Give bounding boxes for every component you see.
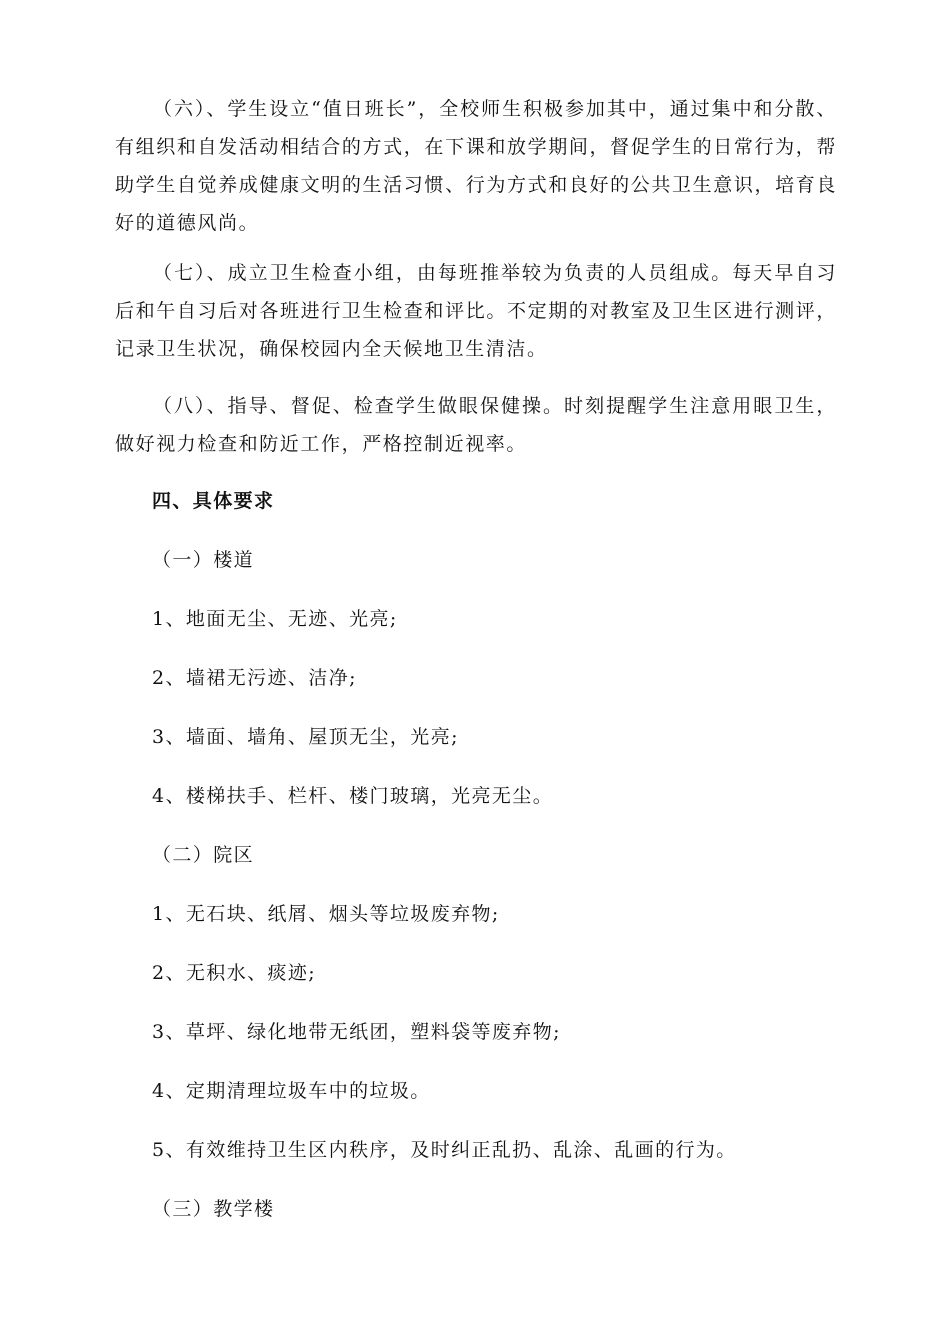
stairway-item: 3、墙面、墙角、屋顶无尘，光亮; [152,726,459,748]
teaching-building-title: （三）教学楼 [152,1198,275,1220]
courtyard-item: 5、有效维持卫生区内秩序，及时纠正乱扔、乱涂、乱画的行为。 [152,1139,737,1161]
courtyard-item: 1、无石块、纸屑、烟头等垃圾废弃物; [152,903,500,925]
paragraph-six: （六）、学生设立“值日班长”，全校师生积极参加其中，通过集中和分散、有组织和自发活动相结合的方式，在下课和放学期间，督促学生的日常行为，帮助学生自觉养成健康文明的生活习惯、行为方式和良好的公共卫生意识，培育良好的道德风尚。 [115,98,837,234]
paragraph-eight: （八）、指导、督促、检查学生做眼保健操。时刻提醒学生注意用眼卫生，做好视力检查和防近工作，严格控制近视率。 [115,395,837,455]
courtyard-title: （二）院区 [152,844,255,866]
section-heading: 四、具体要求 [152,490,275,512]
courtyard-item: 2、无积水、痰迹; [152,962,317,984]
stairway-title: （一）楼道 [152,549,255,571]
stairway-item: 4、楼梯扶手、栏杆、楼门玻璃，光亮无尘。 [152,785,554,807]
stairway-item: 1、地面无尘、无迹、光亮; [152,608,398,630]
stairway-item: 2、墙裙无污迹、洁净; [152,667,357,689]
paragraph-seven: （七）、成立卫生检查小组，由每班推举较为负责的人员组成。每天早自习后和午自习后对各班进行卫生检查和评比。不定期的对教室及卫生区进行测评，记录卫生状况，确保校园内全天候地卫生清洁。 [115,262,837,360]
courtyard-item: 3、草坪、绿化地带无纸团，塑料袋等废弃物; [152,1021,561,1043]
courtyard-item: 4、定期清理垃圾车中的垃圾。 [152,1080,431,1102]
